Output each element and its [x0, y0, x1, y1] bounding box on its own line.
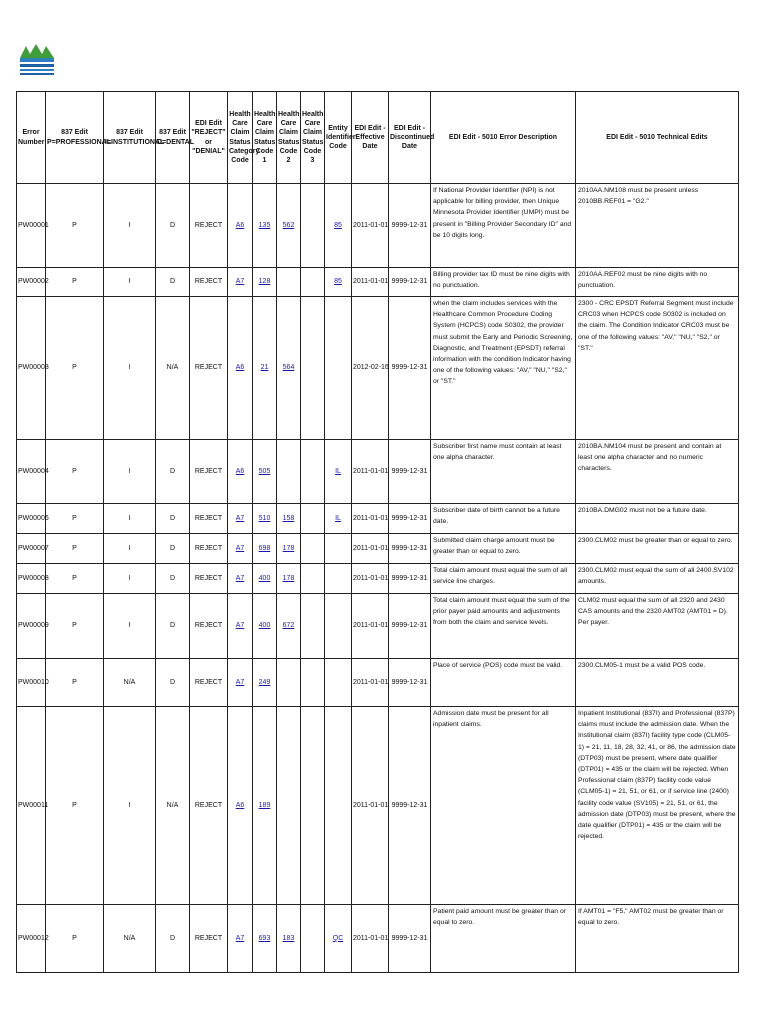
entity-identifier-cell — [325, 534, 352, 564]
institutional-cell: N/A — [104, 905, 156, 973]
col-discontinued-date: EDI Edit - Discontinued Date — [389, 92, 431, 184]
status-code-1-link[interactable]: 249 — [258, 678, 271, 686]
entity-identifier-cell — [325, 504, 352, 534]
status-code-2-link[interactable]: 178 — [282, 574, 295, 582]
table-header-row — [17, 92, 739, 184]
entity-identifier-cell — [325, 184, 352, 268]
error-description-cell: Admission date must be present for all inpatient claims. — [431, 707, 576, 905]
logo-graphic — [16, 38, 60, 86]
dental-cell: D — [156, 594, 190, 659]
technical-edit-cell: 2300.CLM02 must be greater than or equal to zero. — [576, 534, 739, 564]
status-code-2-cell — [277, 659, 301, 707]
professional-cell: P — [46, 659, 104, 707]
status-code-1-link[interactable]: 698 — [258, 544, 271, 552]
status-code-2-link[interactable]: 183 — [282, 934, 295, 942]
entity-identifier-link[interactable]: 85 — [334, 221, 342, 229]
status-code-1-cell — [253, 707, 277, 905]
error-number-cell: PW00010 — [17, 659, 46, 707]
effective-date-cell: 2011-01-01 — [352, 504, 389, 534]
institutional-cell: I — [104, 504, 156, 534]
status-code-3-cell — [301, 707, 325, 905]
technical-edit-cell: 2010AA.REF02 must be nine digits with no punctuation. — [576, 268, 739, 297]
dental-cell: D — [156, 534, 190, 564]
table-row — [17, 564, 739, 594]
edi-edit-cell: REJECT — [190, 564, 228, 594]
col-status-code-1: Health Care Claim Status Code 1 — [253, 92, 277, 184]
effective-date-cell: 2011-01-01 — [352, 594, 389, 659]
entity-identifier-cell — [325, 564, 352, 594]
category-code-link[interactable]: A7 — [235, 544, 245, 552]
institutional-cell: I — [104, 297, 156, 440]
technical-edit-cell: Inpatient Institutional (837I) and Professional (837P) claims must include the admission date. When the Institutional claim (837I) facility type code (CLM05-1) = 21, 11, 18, 28, 32, 41, or 86, the admission date (DTP03) must be present, where date qualifier (DTP01) = 435 or the claim will be rejected. When Professional claim (837P) facility code value (CLM05-1) = 21, 51, or 61, or if service line (2400) facility code value (SV105) = 21, 51, or 61, the admission date (DTP03) must be present, where the date qualifier (DTP01) = 435 or the claim will be rejected. — [576, 707, 739, 905]
category-code-link[interactable]: A6 — [235, 364, 245, 372]
error-number-cell: PW00008 — [17, 564, 46, 594]
institutional-cell: I — [104, 184, 156, 268]
category-code-cell — [228, 659, 253, 707]
status-code-1-link[interactable]: 189 — [258, 801, 271, 809]
discontinued-date-cell: 9999-12-31 — [389, 564, 431, 594]
effective-date-cell: 2011-01-01 — [352, 440, 389, 504]
error-description-cell: If National Provider Identifier (NPI) is not applicable for billing provider, then Unique Minnesota Provider Identifier (UMPI) must be present in "Billing Provider Secondary ID" and be 10 digits long. — [431, 184, 576, 268]
status-code-2-link[interactable]: 178 — [282, 544, 295, 552]
discontinued-date-cell: 9999-12-31 — [389, 297, 431, 440]
col-error-number: Error Number — [17, 92, 46, 184]
discontinued-date-cell: 9999-12-31 — [389, 534, 431, 564]
edi-edit-cell: REJECT — [190, 534, 228, 564]
dental-cell: D — [156, 268, 190, 297]
category-code-cell — [228, 504, 253, 534]
discontinued-date-cell: 9999-12-31 — [389, 707, 431, 905]
error-description-cell: Total claim amount must equal the sum of the prior payer paid amounts and adjustments from both the claim and service levels. — [431, 594, 576, 659]
col-edi-edit: EDI Edit "REJECT" or "DENIAL" — [190, 92, 228, 184]
technical-edit-cell: 2300.CLM02 must equal the sum of all 2400.SV102 amounts. — [576, 564, 739, 594]
professional-cell: P — [46, 504, 104, 534]
technical-edit-cell: 2010BA.DMG02 must not be a future date. — [576, 504, 739, 534]
status-code-1-link[interactable]: 135 — [258, 221, 271, 229]
status-code-3-cell — [301, 594, 325, 659]
professional-cell: P — [46, 905, 104, 973]
entity-identifier-link[interactable]: 85 — [334, 278, 342, 286]
status-code-2-link[interactable]: 158 — [282, 514, 295, 522]
status-code-1-link[interactable]: 510 — [258, 514, 271, 522]
col-professional: 837 Edit P=PROFESSIONAL — [46, 92, 104, 184]
col-entity-identifier: Entity Identifier Code — [325, 92, 352, 184]
effective-date-cell: 2011-01-01 — [352, 659, 389, 707]
edi-edit-cell: REJECT — [190, 504, 228, 534]
discontinued-date-cell: 9999-12-31 — [389, 594, 431, 659]
effective-date-cell: 2011-01-01 — [352, 564, 389, 594]
col-status-code-2: Health Care Claim Status Code 2 — [277, 92, 301, 184]
status-code-2-link[interactable]: 562 — [282, 221, 295, 229]
entity-identifier-cell — [325, 297, 352, 440]
technical-edit-cell: 2010BA.NM104 must be present and contain at least one alpha character and no numeric characters. — [576, 440, 739, 504]
status-code-1-link[interactable]: 21 — [260, 364, 269, 372]
status-code-1-link[interactable]: 128 — [258, 278, 271, 286]
col-dental: 837 Edit D=DENTAL — [156, 92, 190, 184]
category-code-link[interactable]: A7 — [235, 514, 245, 522]
status-code-3-cell — [301, 504, 325, 534]
dental-cell: D — [156, 905, 190, 973]
col-status-code-3: Health Care Claim Status Code 3 — [301, 92, 325, 184]
category-code-link[interactable]: A7 — [235, 622, 245, 630]
table-row — [17, 297, 739, 440]
professional-cell: P — [46, 564, 104, 594]
discontinued-date-cell: 9999-12-31 — [389, 659, 431, 707]
error-number-cell: PW00002 — [17, 268, 46, 297]
category-code-cell — [228, 184, 253, 268]
col-institutional: 837 Edit I=INSTITUTIONAL — [104, 92, 156, 184]
col-error-description: EDI Edit - 5010 Error Description — [431, 92, 576, 184]
status-code-1-link[interactable]: 505 — [258, 467, 271, 475]
edi-edit-table — [16, 91, 739, 973]
status-code-3-cell — [301, 659, 325, 707]
status-code-2-link[interactable]: 564 — [282, 364, 295, 372]
status-code-1-cell — [253, 297, 277, 440]
organization-logo — [16, 38, 60, 86]
status-code-2-cell — [277, 184, 301, 268]
status-code-1-cell — [253, 184, 277, 268]
error-number-cell: PW00011 — [17, 707, 46, 905]
error-number-cell: PW00009 — [17, 594, 46, 659]
table-row — [17, 594, 739, 659]
professional-cell: P — [46, 184, 104, 268]
status-code-1-cell — [253, 659, 277, 707]
edi-edit-cell: REJECT — [190, 184, 228, 268]
category-code-cell — [228, 564, 253, 594]
dental-cell: N/A — [156, 707, 190, 905]
status-code-1-cell — [253, 534, 277, 564]
effective-date-cell: 2011-01-01 — [352, 268, 389, 297]
institutional-cell: I — [104, 594, 156, 659]
table-row — [17, 440, 739, 504]
status-code-1-link[interactable]: 400 — [258, 574, 271, 582]
status-code-2-cell — [277, 905, 301, 973]
technical-edit-cell: CLM02 must equal the sum of all 2320 and 2430 CAS amounts and the 2320 AMT02 (AMT01 = D). Per payer. — [576, 594, 739, 659]
col-category-code: Health Care Claim Status Category Code — [228, 92, 253, 184]
error-number-cell: PW00004 — [17, 440, 46, 504]
status-code-3-cell — [301, 564, 325, 594]
entity-identifier-cell — [325, 594, 352, 659]
error-description-cell: Billing provider tax ID must be nine digits with no punctuation. — [431, 268, 576, 297]
effective-date-cell: 2011-01-01 — [352, 905, 389, 973]
status-code-2-cell — [277, 268, 301, 297]
dental-cell: D — [156, 504, 190, 534]
status-code-1-link[interactable]: 400 — [258, 622, 271, 630]
status-code-3-cell — [301, 905, 325, 973]
error-number-cell: PW00001 — [17, 184, 46, 268]
professional-cell: P — [46, 534, 104, 564]
error-description-cell: Patient paid amount must be greater than or equal to zero. — [431, 905, 576, 973]
entity-identifier-cell — [325, 905, 352, 973]
dental-cell: D — [156, 564, 190, 594]
status-code-3-cell — [301, 184, 325, 268]
entity-identifier-link[interactable]: QC — [332, 934, 344, 942]
category-code-cell — [228, 268, 253, 297]
edi-edit-cell: REJECT — [190, 440, 228, 504]
col-technical-edits: EDI Edit - 5010 Technical Edits — [576, 92, 739, 184]
category-code-cell — [228, 594, 253, 659]
effective-date-cell: 2011-01-01 — [352, 184, 389, 268]
edi-edit-cell: REJECT — [190, 707, 228, 905]
status-code-1-link[interactable]: 693 — [258, 934, 271, 942]
discontinued-date-cell: 9999-12-31 — [389, 268, 431, 297]
status-code-2-cell — [277, 440, 301, 504]
table-row — [17, 504, 739, 534]
status-code-1-cell — [253, 594, 277, 659]
effective-date-cell: 2011-01-01 — [352, 534, 389, 564]
entity-identifier-cell — [325, 268, 352, 297]
error-description-cell: Submitted claim charge amount must be greater than or equal to zero. — [431, 534, 576, 564]
status-code-3-cell — [301, 440, 325, 504]
institutional-cell: I — [104, 534, 156, 564]
institutional-cell: I — [104, 707, 156, 905]
error-description-cell: Subscriber date of birth cannot be a future date. — [431, 504, 576, 534]
dental-cell: D — [156, 659, 190, 707]
dental-cell: D — [156, 440, 190, 504]
status-code-1-cell — [253, 504, 277, 534]
technical-edit-cell: 2010AA.NM108 must be present unless 2010BB.REF01 = "G2." — [576, 184, 739, 268]
error-number-cell: PW00012 — [17, 905, 46, 973]
category-code-cell — [228, 297, 253, 440]
category-code-link[interactable]: A7 — [235, 278, 245, 286]
table-row — [17, 268, 739, 297]
table-row — [17, 707, 739, 905]
category-code-link[interactable]: A6 — [235, 221, 245, 229]
institutional-cell: N/A — [104, 659, 156, 707]
status-code-1-cell — [253, 564, 277, 594]
institutional-cell: I — [104, 268, 156, 297]
institutional-cell: I — [104, 440, 156, 504]
entity-identifier-link[interactable]: IL — [335, 467, 341, 475]
table-row — [17, 184, 739, 268]
status-code-2-link[interactable]: 672 — [282, 622, 295, 630]
error-description-cell: when the claim includes services with the Healthcare Common Procedure Coding System (HCPCS) code S0302, the provider must submit the Early and Periodic Screening, Diagnostic, and Treatment (EPSDT) referral information with the condition Indicator having one of the following values: "AV," "NU," "S2," or "ST." — [431, 297, 576, 440]
status-code-2-cell — [277, 594, 301, 659]
edi-edit-cell: REJECT — [190, 594, 228, 659]
error-number-cell: PW00006 — [17, 504, 46, 534]
category-code-cell — [228, 534, 253, 564]
professional-cell: P — [46, 440, 104, 504]
status-code-2-cell — [277, 297, 301, 440]
edi-edit-cell: REJECT — [190, 905, 228, 973]
discontinued-date-cell: 9999-12-31 — [389, 504, 431, 534]
category-code-link[interactable]: A7 — [235, 934, 245, 942]
status-code-2-cell — [277, 707, 301, 905]
edi-edit-cell: REJECT — [190, 297, 228, 440]
error-description-cell: Subscriber first name must contain at least one alpha character. — [431, 440, 576, 504]
status-code-1-cell — [253, 905, 277, 973]
effective-date-cell: 2011-01-01 — [352, 707, 389, 905]
error-description-cell: Place of service (POS) code must be valid. — [431, 659, 576, 707]
technical-edit-cell: 2300.CLM05-1 must be a valid POS code. — [576, 659, 739, 707]
category-code-link[interactable]: A6 — [235, 801, 245, 809]
professional-cell: P — [46, 268, 104, 297]
category-code-link[interactable]: A7 — [235, 678, 245, 686]
status-code-2-cell — [277, 534, 301, 564]
institutional-cell: I — [104, 564, 156, 594]
dental-cell: D — [156, 184, 190, 268]
discontinued-date-cell: 9999-12-31 — [389, 184, 431, 268]
discontinued-date-cell: 9999-12-31 — [389, 440, 431, 504]
professional-cell: P — [46, 707, 104, 905]
discontinued-date-cell: 9999-12-31 — [389, 905, 431, 973]
table-row — [17, 659, 739, 707]
status-code-3-cell — [301, 534, 325, 564]
entity-identifier-cell — [325, 440, 352, 504]
edi-edit-cell: REJECT — [190, 268, 228, 297]
technical-edit-cell: 2300 - CRC EPSDT Referral Segment must include CRC03 when HCPCS code S0302 is included on the claim. The Condition Indicator CRC03 must be one of the following values: "AV," "NU," "S2," or "ST." — [576, 297, 739, 440]
dental-cell: N/A — [156, 297, 190, 440]
category-code-cell — [228, 440, 253, 504]
status-code-3-cell — [301, 268, 325, 297]
error-number-cell: PW00007 — [17, 534, 46, 564]
error-description-cell: Total claim amount must equal the sum of all service line charges. — [431, 564, 576, 594]
category-code-cell — [228, 905, 253, 973]
col-effective-date: EDI Edit - Effective Date — [352, 92, 389, 184]
entity-identifier-cell — [325, 707, 352, 905]
technical-edit-cell: If AMT01 = "F5," AMT02 must be greater than or equal to zero. — [576, 905, 739, 973]
entity-identifier-cell — [325, 659, 352, 707]
status-code-2-cell — [277, 564, 301, 594]
status-code-1-cell — [253, 440, 277, 504]
status-code-2-cell — [277, 504, 301, 534]
error-number-cell: PW00003 — [17, 297, 46, 440]
category-code-cell — [228, 707, 253, 905]
category-code-link[interactable]: A7 — [235, 574, 245, 582]
status-code-1-cell — [253, 268, 277, 297]
edi-edit-cell: REJECT — [190, 659, 228, 707]
entity-identifier-link[interactable]: IL — [335, 514, 341, 522]
status-code-3-cell — [301, 297, 325, 440]
professional-cell: P — [46, 594, 104, 659]
professional-cell: P — [46, 297, 104, 440]
table-row — [17, 905, 739, 973]
table-row — [17, 534, 739, 564]
category-code-link[interactable]: A6 — [235, 467, 245, 475]
effective-date-cell: 2012-02-16 — [352, 297, 389, 440]
